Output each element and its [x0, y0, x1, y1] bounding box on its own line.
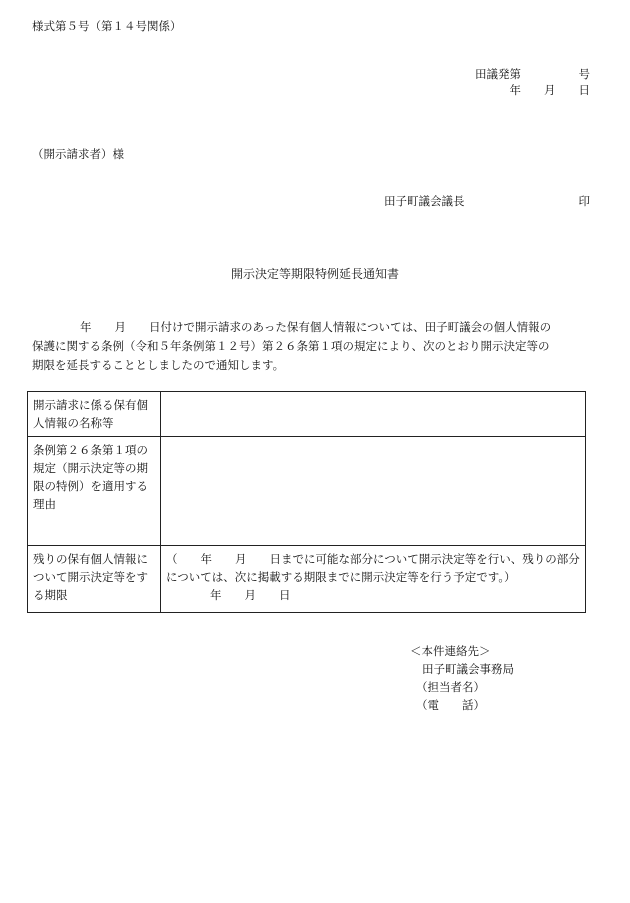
contact-phone: （電 話） [416, 698, 485, 712]
row-label-reason: 条例第２６条第１項の規定（開示決定等の期限の特例）を適用する理由 [28, 437, 161, 546]
contact-person: （担当者名） [416, 680, 485, 694]
info-table [27, 391, 586, 613]
document-date: 年 月 日 [509, 83, 590, 97]
row-value-info-name [161, 392, 586, 437]
contact-heading: ＜本件連絡先＞ [410, 644, 491, 658]
row-label-deadline: 残りの保有個人情報について開示決定等をする期限 [28, 546, 161, 613]
row-value-reason [161, 437, 586, 546]
deadline-note: （ 年 月 日までに可能な部分について開示決定等を行い、残りの部分については、次に掲載する期限までに開示決定等を行う予定です。） [166, 552, 580, 584]
notice-body-line: 期限を延長することとしましたので通知します。 [32, 358, 285, 372]
notice-body [32, 318, 590, 375]
table-row [28, 437, 586, 546]
row-label-info-name: 開示請求に係る保有個人情報の名称等 [28, 392, 161, 437]
form-number: 様式第５号（第１４号関係） [32, 19, 182, 33]
table-row [28, 546, 586, 613]
seal-mark: 印 [578, 194, 590, 208]
sender: 田子町議会議長 [384, 194, 465, 208]
notice-body-line: 年 月 日付けで開示請求のあった保有個人情報については、田子町議会の個人情報の [80, 320, 552, 334]
document-number: 田議発第 号 [475, 67, 590, 81]
contact-office: 田子町議会事務局 [422, 662, 514, 676]
addressee: （開示請求者）様 [32, 147, 124, 161]
contact-block [410, 642, 514, 714]
notice-body-line: 保護に関する条例（令和５年条例第１２号）第２６条第１項の規定により、次のとおり開示決定等の [32, 339, 550, 353]
row-value-deadline [161, 546, 586, 613]
deadline-date: 年 月 日 [210, 588, 291, 602]
page-title: 開示決定等期限特例延長通知書 [230, 267, 399, 281]
table-row [28, 392, 586, 437]
